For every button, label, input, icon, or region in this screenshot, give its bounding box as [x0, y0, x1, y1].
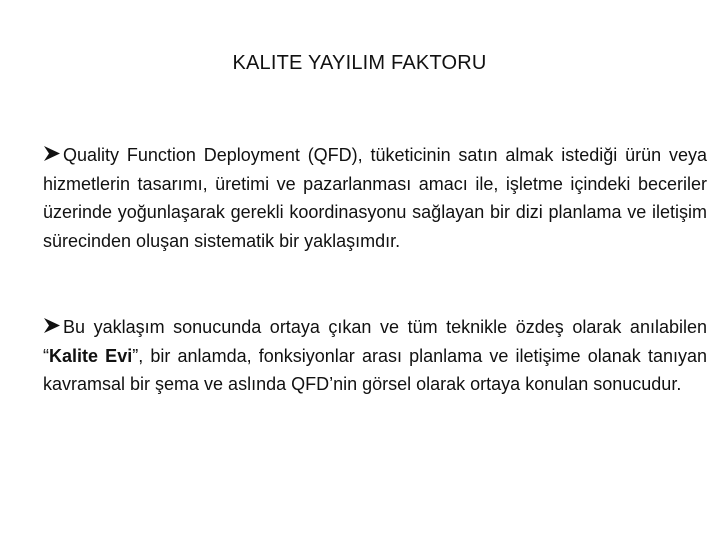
bullet-2-text-before: Bu yaklaşım sonucunda ortaya çıkan ve tüm teknikle özdeş olarak anılabilen “	[43, 317, 707, 366]
bullet-2-text-after: ”, bir anlamda, fonksiyonlar arası planlama ve iletişime olanak tanıyan kavramsal bir şema ve aslında QFD’nin görsel olarak ortaya konulan sonucudur.	[43, 345, 707, 394]
arrow-bullet-icon	[43, 145, 61, 162]
bullet-1-text: Quality Function Deployment (QFD), tüketicinin satın almak istediği ürün veya hizmetlerin tasarımı, üretimi ve pazarlanması amacı ile, işletme içindeki beceriler üzerinde yoğunlaşarak gerekli koordinasyonu sağlayan bir dizi planlama ve iletişim sürecinden oluşan sistematik bir yaklaşımdır.	[43, 145, 707, 251]
arrow-bullet-icon	[43, 317, 61, 334]
bullet-2-bold-term: Kalite Evi	[49, 345, 133, 366]
slide-title	[0, 52, 720, 75]
bullet-paragraph-2	[43, 313, 707, 399]
bullet-paragraph-1	[43, 141, 707, 255]
slide-title-text: KALITE YAYILIM FAKTORU	[232, 52, 487, 74]
